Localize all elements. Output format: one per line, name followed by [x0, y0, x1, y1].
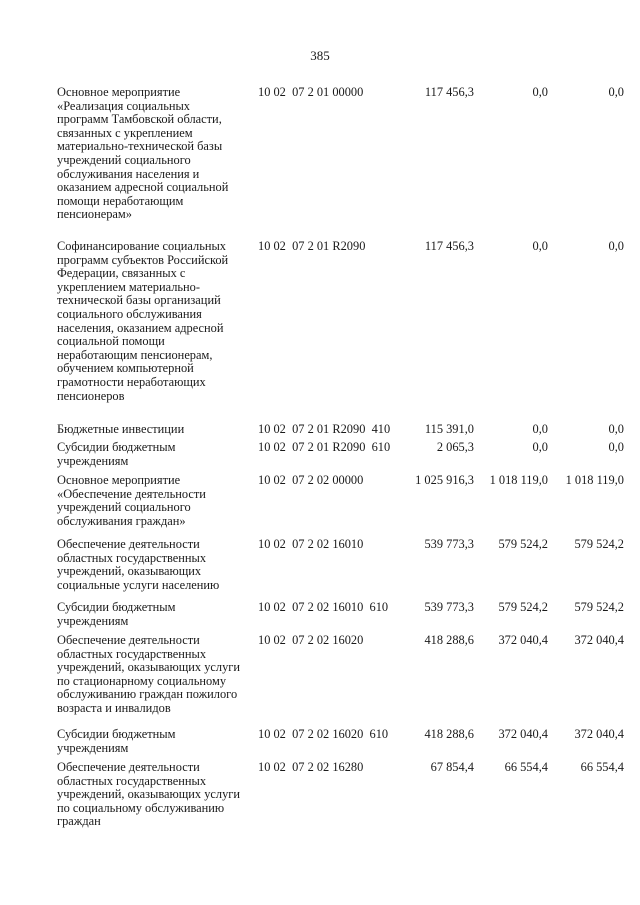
row-name: Субсидии бюджетным учреждениям [57, 600, 176, 628]
table-row [0, 423, 640, 441]
row-code: 10 02 07 2 02 16020 610 [258, 727, 389, 741]
page-number: 385 [310, 48, 330, 63]
row-value-2: 372 040,4 [498, 727, 548, 741]
row-code: 10 02 07 2 02 16020 [258, 633, 364, 647]
row-value-1: 115 391,0 [424, 422, 474, 436]
row-value-2: 0,0 [532, 85, 548, 99]
row-value-3: 0,0 [608, 239, 624, 253]
row-code: 10 02 07 2 02 16280 [258, 760, 364, 774]
row-value-2: 579 524,2 [498, 537, 548, 551]
row-name: Субсидии бюджетным учреждениям [57, 727, 176, 755]
table-row [0, 474, 640, 538]
row-value-3: 372 040,4 [574, 727, 624, 741]
budget-table [0, 86, 640, 841]
row-value-1: 418 288,6 [424, 633, 474, 647]
row-value-2: 1 018 119,0 [489, 473, 548, 487]
row-code: 10 02 07 2 01 R2090 410 [258, 422, 391, 436]
row-value-1: 2 065,3 [436, 440, 474, 454]
row-name: Софинансирование социальных программ субъектов Российской Федерации, связанных с укреплением материально- технической базы организаций социального обслуживания населения, оказанием адресной социальной помощи неработающим пенсионерам, обучением компьютерной грамотности неработающих пенсионеров [57, 239, 229, 403]
row-value-1: 117 456,3 [424, 239, 474, 253]
row-value-1: 418 288,6 [424, 727, 474, 741]
row-name: Обеспечение деятельности областных государственных учреждений, оказывающих социальные услуги населению [57, 537, 220, 592]
table-row [0, 240, 640, 423]
row-name: Обеспечение деятельности областных государственных учреждений, оказывающих услуги по социальному обслуживанию граждан [57, 760, 241, 829]
row-value-3: 0,0 [608, 422, 624, 436]
row-name: Обеспечение деятельности областных государственных учреждений, оказывающих услуги по стационарному социальному обслуживанию граждан пожилого возраста и инвалидов [57, 633, 241, 715]
table-row [0, 601, 640, 634]
row-value-2: 66 554,4 [504, 760, 548, 774]
row-name: Основное мероприятие «Реализация социальных программ Тамбовской области, связанных с укреплением материально-технической базы учреждений социального обслуживания населения и оказанием адресной социальной помощи неработающим пенсионерам» [57, 85, 229, 222]
row-value-3: 579 524,2 [574, 537, 624, 551]
row-value-3: 579 524,2 [574, 600, 624, 614]
row-code: 10 02 07 2 01 00000 [258, 85, 364, 99]
table-row [0, 728, 640, 761]
row-name: Бюджетные инвестиции [57, 422, 185, 436]
table-row [0, 86, 640, 240]
row-value-1: 539 773,3 [424, 537, 474, 551]
row-code: 10 02 07 2 02 00000 [258, 473, 364, 487]
row-value-2: 372 040,4 [498, 633, 548, 647]
row-code: 10 02 07 2 01 R2090 610 [258, 440, 391, 454]
row-value-3: 1 018 119,0 [565, 473, 624, 487]
row-value-1: 539 773,3 [424, 600, 474, 614]
table-row [0, 634, 640, 728]
row-value-1: 1 025 916,3 [415, 473, 474, 487]
table-row [0, 441, 640, 474]
row-code: 10 02 07 2 02 16010 [258, 537, 364, 551]
row-value-1: 117 456,3 [424, 85, 474, 99]
table-row [0, 761, 640, 841]
row-name: Основное мероприятие «Обеспечение деятельности учреждений социального обслуживания граждан» [57, 473, 206, 528]
row-code: 10 02 07 2 01 R2090 [258, 239, 366, 253]
row-code: 10 02 07 2 02 16010 610 [258, 600, 389, 614]
row-name: Субсидии бюджетным учреждениям [57, 440, 176, 468]
row-value-3: 372 040,4 [574, 633, 624, 647]
row-value-3: 0,0 [608, 440, 624, 454]
row-value-2: 0,0 [532, 422, 548, 436]
row-value-2: 0,0 [532, 440, 548, 454]
row-value-1: 67 854,4 [430, 760, 474, 774]
row-value-2: 579 524,2 [498, 600, 548, 614]
table-row [0, 538, 640, 601]
row-value-2: 0,0 [532, 239, 548, 253]
row-value-3: 0,0 [608, 85, 624, 99]
row-value-3: 66 554,4 [580, 760, 624, 774]
